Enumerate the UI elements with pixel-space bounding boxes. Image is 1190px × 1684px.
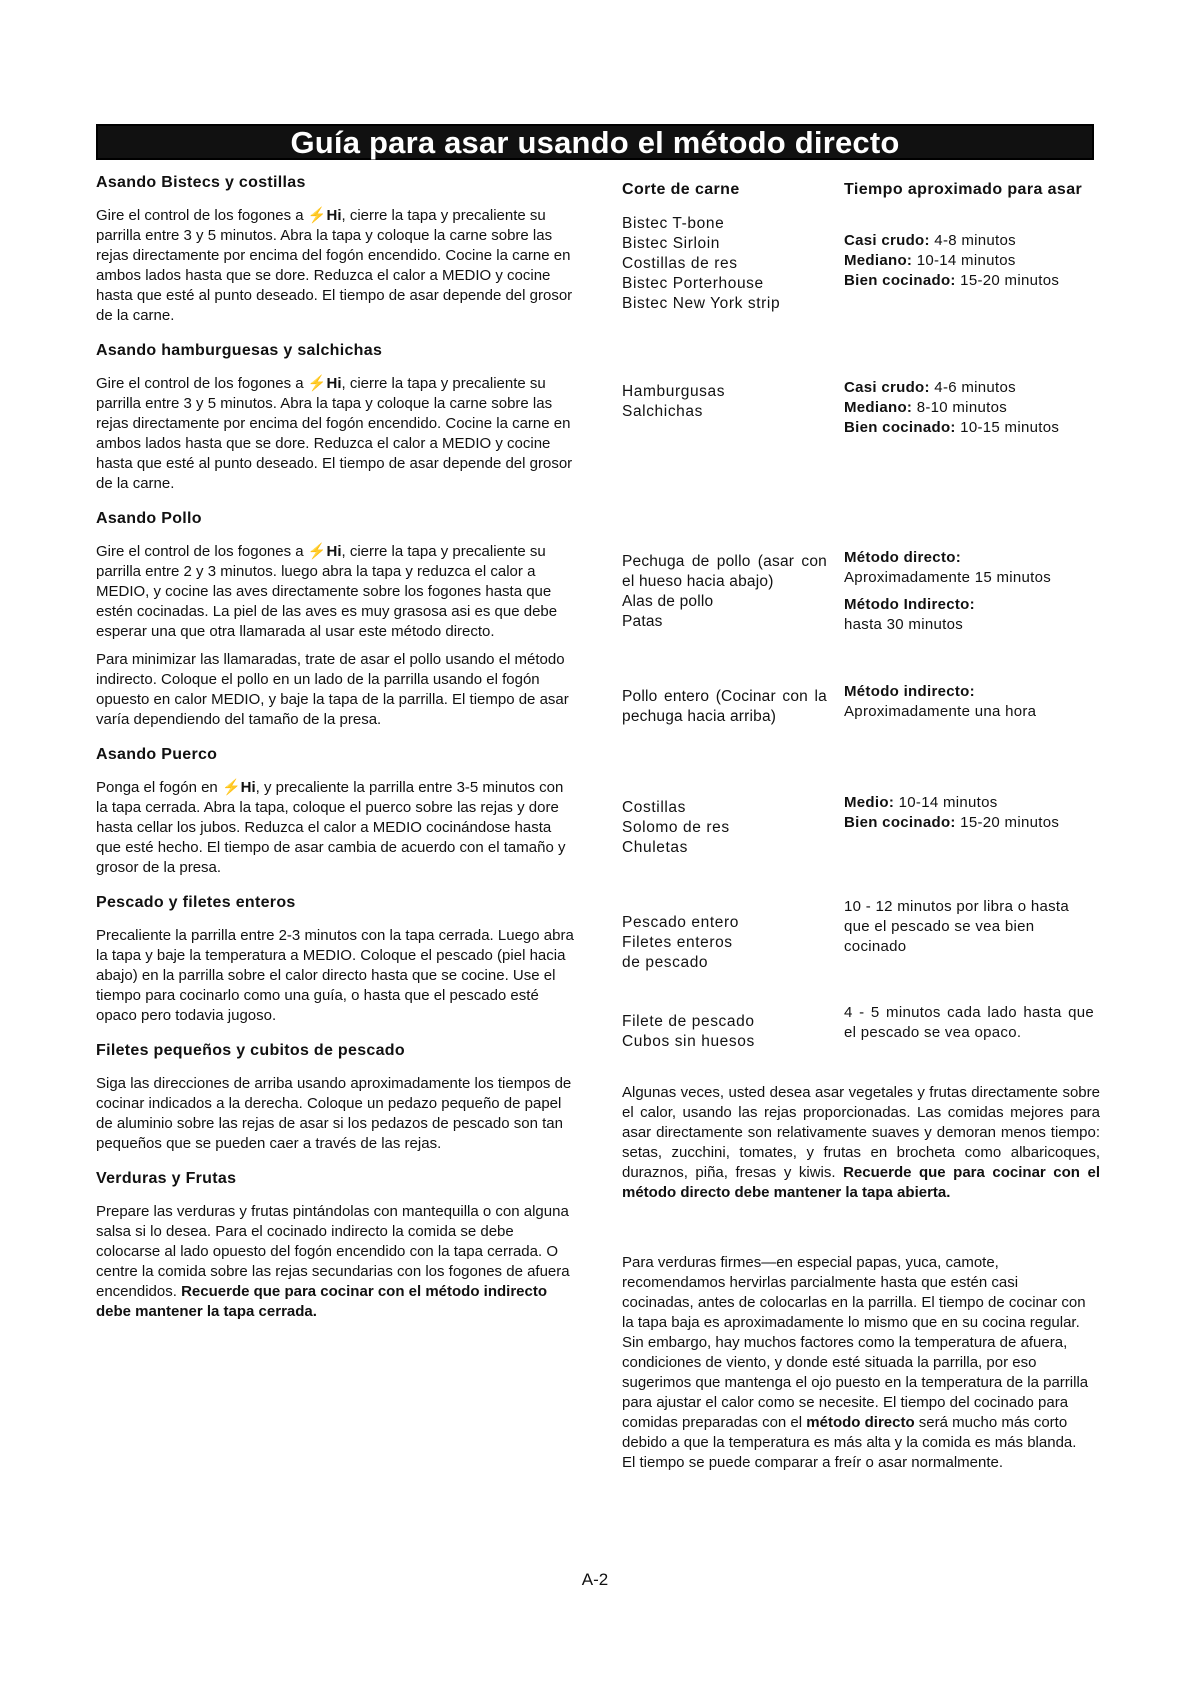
section-body-pollo-2: Para minimizar las llamaradas, trate de asar el pollo usando el método indirecto. Coloque el pollo en un lado de la parrilla usando el fogón opuesto en calor MEDIO, y baje la tapa de la parrilla. El tiempo de asar varía dependiendo del tamaño de la presa. [96, 651, 569, 728]
section-body-hamburguesas: Gire el control de los fogones a ⚡Hi, cierre la tapa y precaliente su parrilla entre 3 y 5 minutos. Abra la tapa y coloque la carne sobre las rejas directamente por encima del fogón encendido. Cocine la carne en ambos lados hasta que se dore. Reduzca el calor a MEDIO y cocine hasta que esté al punto deseado. El tiempo de asar depende del grosor de la carne. [96, 375, 573, 492]
section-title-pollo: Asando Pollo [96, 510, 202, 527]
title-banner [96, 124, 1094, 160]
section-body-pollo: Gire el control de los fogones a ⚡Hi, cierre la tapa y precaliente su parrilla entre 2 y 3 minutos. luego abra la tapa y reduzca el calor a MEDIO, y cocine las aves directamente sobre los fogones hasta que estén cocinadas. La piel de las aves es muy grasosa asi es que debe esperar una que otra llamarada al usar este método directo. [96, 543, 558, 640]
section-title-pescado: Pescado y filetes enteros [96, 894, 296, 911]
section-body-pescado: Precaliente la parrilla entre 2-3 minutos con la tapa cerrada. Luego abra la tapa y baje la temperatura a MEDIO. Coloque el pescado (piel hacia abajo) en la parrilla sobre el calor directo hasta que se cocine. Use el tiempo para cocinarlo como una guía, o hasta que el pescado esté opaco pero todavia jugoso. [96, 927, 574, 1024]
header-time: Tiempo aproximado para asar [844, 181, 1083, 198]
section-title-hamburguesas: Asando hamburguesas y salchichas [96, 342, 383, 359]
flame-hi-icon: ⚡Hi [307, 375, 342, 392]
section-body-verduras: Prepare las verduras y frutas pintándolas con mantequilla o con alguna salsa si lo desea. Para el cocinado indirecto la comida se debe colocarse al lado opuesto del fogón encendido con la tapa cerrada. O centre la comida sobre las rejas secundarias con los fogones de afuera encendidos. Recuerde que para cocinar con el método indirecto debe mantener la tapa cerrada. [96, 1203, 570, 1320]
section-body-bistecs: Gire el control de los fogones a ⚡Hi, cierre la tapa y precaliente su parrilla entre 3 y 5 minutos. Abra la tapa y coloque la carne sobre las rejas directamente por encima del fogón encendido. Cocine la carne en ambos lados hasta que se dore. Reduzca el calor a MEDIO y cocine hasta que esté al punto deseado. El tiempo de asar depende del grosor de la carne. [96, 207, 573, 324]
section-title-verduras: Verduras y Frutas [96, 1170, 237, 1187]
flame-hi-icon: ⚡Hi [307, 543, 342, 560]
section-body-filetes: Siga las direcciones de arriba usando aproximadamente los tiempos de cocinar indicados a la derecha. Coloque un pedazo pequeño de papel de aluminio sobre las rejas de asar si los pedazos de pescado son tan pequeños que se pueden caer a través de las rejas. [96, 1075, 572, 1152]
section-body-puerco: Ponga el fogón en ⚡Hi, y precaliente la parrilla entre 3-5 minutos con la tapa cerrada. Abra la tapa, coloque el puerco sobre las rejas y dore hasta cellar los jubos. Reduzca el calor a MEDIO cocinándose hasta que esté hecho. El tiempo de asar cambia de acuerdo con el tamaño y grosor de la presa. [96, 779, 566, 876]
section-title-puerco: Asando Puerco [96, 746, 218, 763]
section-title-bistecs: Asando Bistecs y costillas [96, 174, 306, 191]
flame-hi-icon: ⚡Hi [221, 779, 256, 796]
page-title: Guía para asar usando el método directo [290, 124, 900, 160]
header-cut: Corte de carne [622, 181, 740, 198]
firm-vegetables-paragraph: Para verduras firmes—en especial papas, yuca, camote, recomendamos hervirlas parcialmente hasta que estén casi cocinadas, antes de colocarlas en la parrilla. El tiempo de cocinar con la tapa baja es aproximadamente lo mismo que en su cocina regular. Sin embargo, hay muchos factores como la temperatura de afuera, condiciones de viento, y donde esté situada la parrilla, por eso sugerimos que mantenga el ojo puesto en la temperatura de la parrilla para ajustar el calor como se necesite. El tiempo del cocinado para comidas preparadas con el método directo será mucho más corto debido a que la temperatura es más alta y la comida es más blanda. El tiempo se puede comparar a freír o asar normalmente. [622, 1254, 1089, 1471]
flame-hi-icon: ⚡Hi [307, 207, 342, 224]
left-column [96, 174, 574, 1338]
section-title-filetes: Filetes pequeños y cubitos de pescado [96, 1042, 405, 1059]
vegetables-direct-paragraph: Algunas veces, usted desea asar vegetales y frutas directamente sobre el calor, usando las rejas proporcionadas. Las comidas mejores para asar directamente son relativamente suaves y demoran menos tiempo: setas, zucchini, tomates, y frutas en brocheta como albaricoques, duraznos, piña, fresas y kiwis. Recuerde que para cocinar con el método directo debe mantener la tapa abierta. [622, 1084, 1100, 1201]
page-number: A-2 [581, 1570, 609, 1589]
